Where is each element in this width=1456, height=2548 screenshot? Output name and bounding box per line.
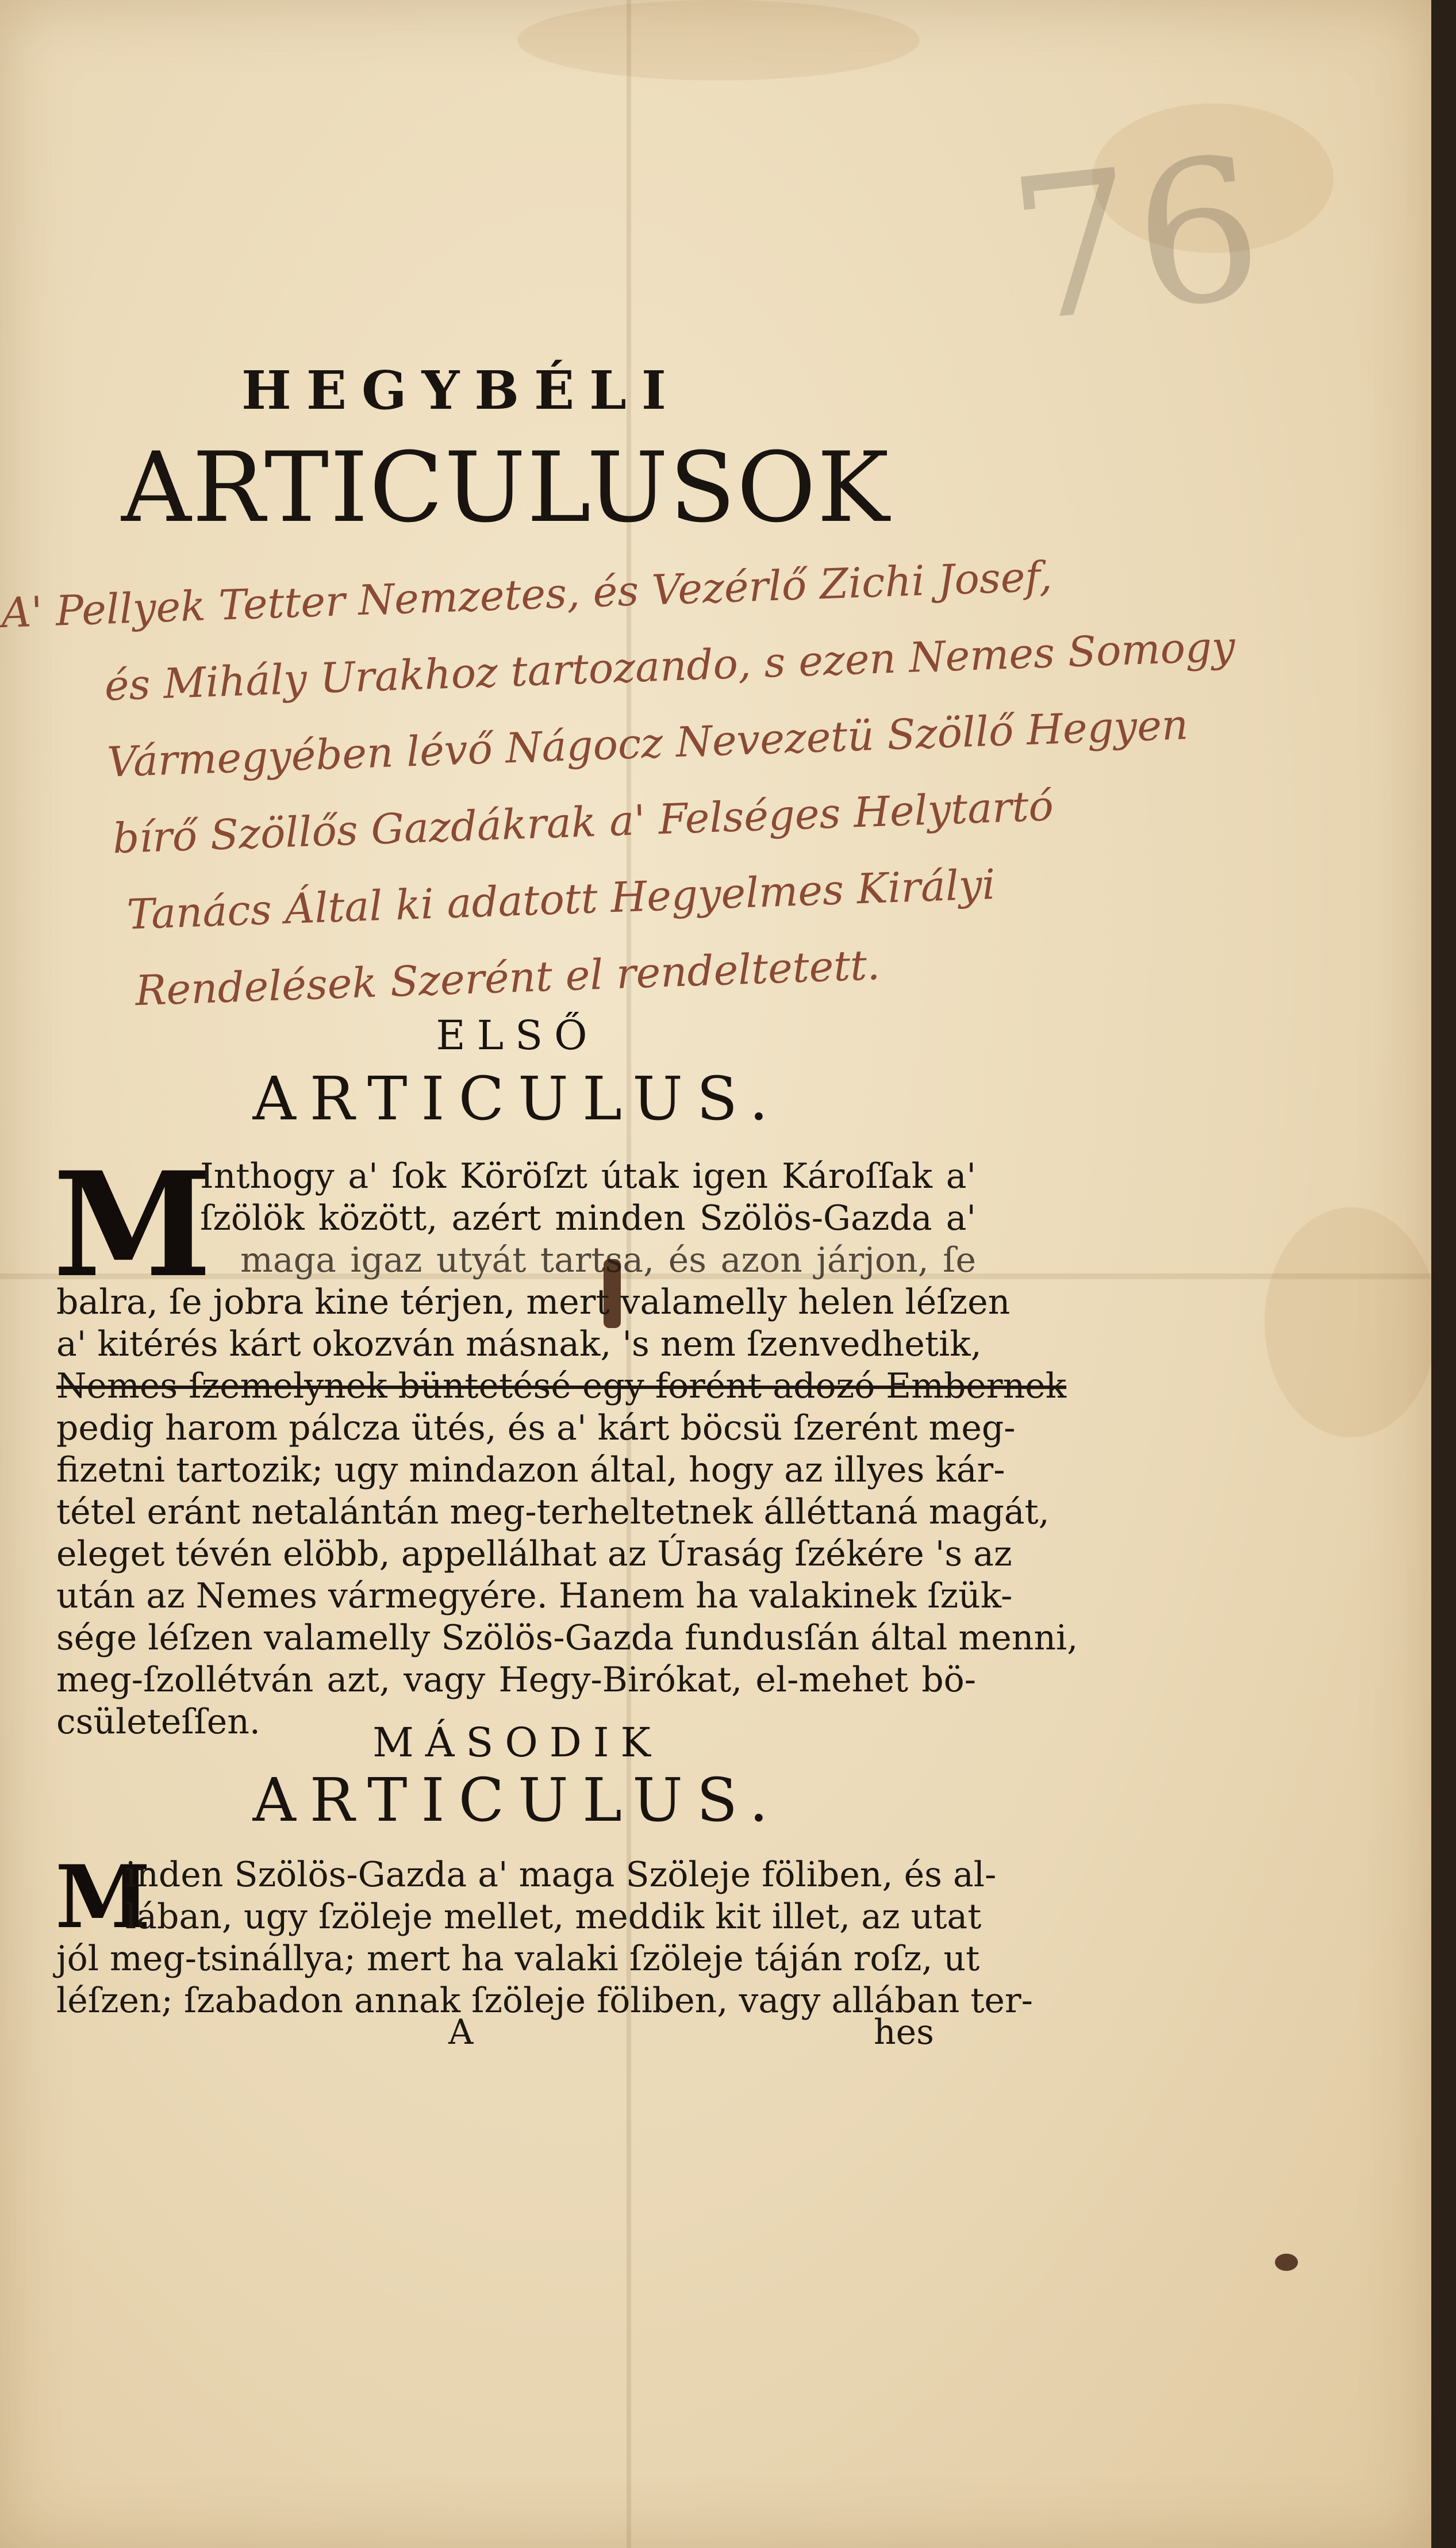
catchword: hes (874, 2012, 934, 2052)
stain (1265, 1207, 1431, 1437)
handwritten-line: Rendelések Szerént el rendeltetett. (134, 941, 881, 1015)
handwritten-line: Tanács Által ki adatott Hegyelmes Királyi (126, 859, 996, 939)
text-line: maga igaz utyát tartsa, és azon járjon, ſe (240, 1240, 976, 1280)
text-line: léſzen; ſzabadon annak ſzöleje föliben, vagy allában ter- (56, 1981, 1033, 2021)
stain (517, 0, 920, 80)
signature-mark: A (448, 2012, 474, 2052)
text-line: csületeſſen. (56, 1702, 260, 1742)
text-line: fizetni tartozik; ugy mindazon által, hogy az illyes kár- (56, 1450, 1005, 1490)
text-line: Nemes ſzemelynek büntetésé egy forént adozó Embernek (56, 1366, 1067, 1406)
text-line: lában, ugy ſzöleje mellet, meddik kit illet, az utat (125, 1897, 982, 1937)
article2-heading-large: ARTICULUS. (252, 1765, 782, 1835)
article1-heading-large: ARTICULUS. (252, 1064, 782, 1134)
handwritten-line: bírő Szöllős Gazdákrak a' Felséges Helytartó (112, 781, 1055, 863)
text-line: ſzölök között, azért minden Szölös-Gazda a' (200, 1198, 976, 1238)
article1-drop-cap: M (53, 1140, 212, 1309)
burn-spot (1275, 2254, 1298, 2271)
text-line: eleget tévén elöbb, appellálhat az Úraság ſzékére 's az (56, 1534, 1012, 1574)
text-line: sége léſzen valamelly Szölös-Gazda fundusſán által menni, (56, 1618, 1078, 1658)
text-line: a' kitérés kárt okozván másnak, 's nem ſzenvedhetik, (56, 1324, 982, 1364)
article2-drop-cap: M (55, 1847, 151, 1948)
text-line: pedig harom pálcza ütés, és a' kárt böcsü ſzerént meg- (56, 1408, 1016, 1448)
handwritten-line: A' Pellyek Tetter Nemzetes, és Vezérlő Zichi Josef, (0, 552, 1053, 637)
text-line: meg-ſzollétván azt, vagy Hegy-Birókat, el-mehet bö- (56, 1660, 976, 1700)
text-line: tétel eránt netalántán meg-terheltetnek álléttaná magát, (56, 1492, 1050, 1532)
handwritten-note (0, 538, 1236, 1033)
handwritten-line: Vármegyében lévő Nágocz Nevezetü Szöllő Hegyen (106, 700, 1189, 786)
pencil-numbers: 76 (1000, 114, 1272, 367)
article2-body (55, 1847, 1033, 2022)
text-line: jól meg-tsinállya; mert ha valaki ſzöleje táján roſz, ut (56, 1939, 980, 1979)
article2-heading-small: MÁSODIK (372, 1719, 662, 1766)
article1-body (56, 1156, 1078, 1743)
text-line: Inthogy a' ſok Köröſzt útak igen Károſſak a' (200, 1156, 976, 1196)
article1-heading-small: ELSŐ (436, 1012, 599, 1059)
title-small: HEGYBÉLI (241, 359, 681, 421)
title-large: ARTICULUSOK (121, 431, 890, 544)
handwritten-line: és Mihály Urakhoz tartozando, s ezen Nemes Somogy (103, 622, 1236, 710)
text-line: inden Szölös-Gazda a' maga Szöleje föliben, és al- (125, 1855, 997, 1895)
text-line: balra, ſe jobra kine térjen, mert valamelly helen léſzen (56, 1282, 1011, 1322)
text-line: után az Nemes vármegyére. Hanem ha valakinek ſzük- (56, 1576, 1013, 1616)
